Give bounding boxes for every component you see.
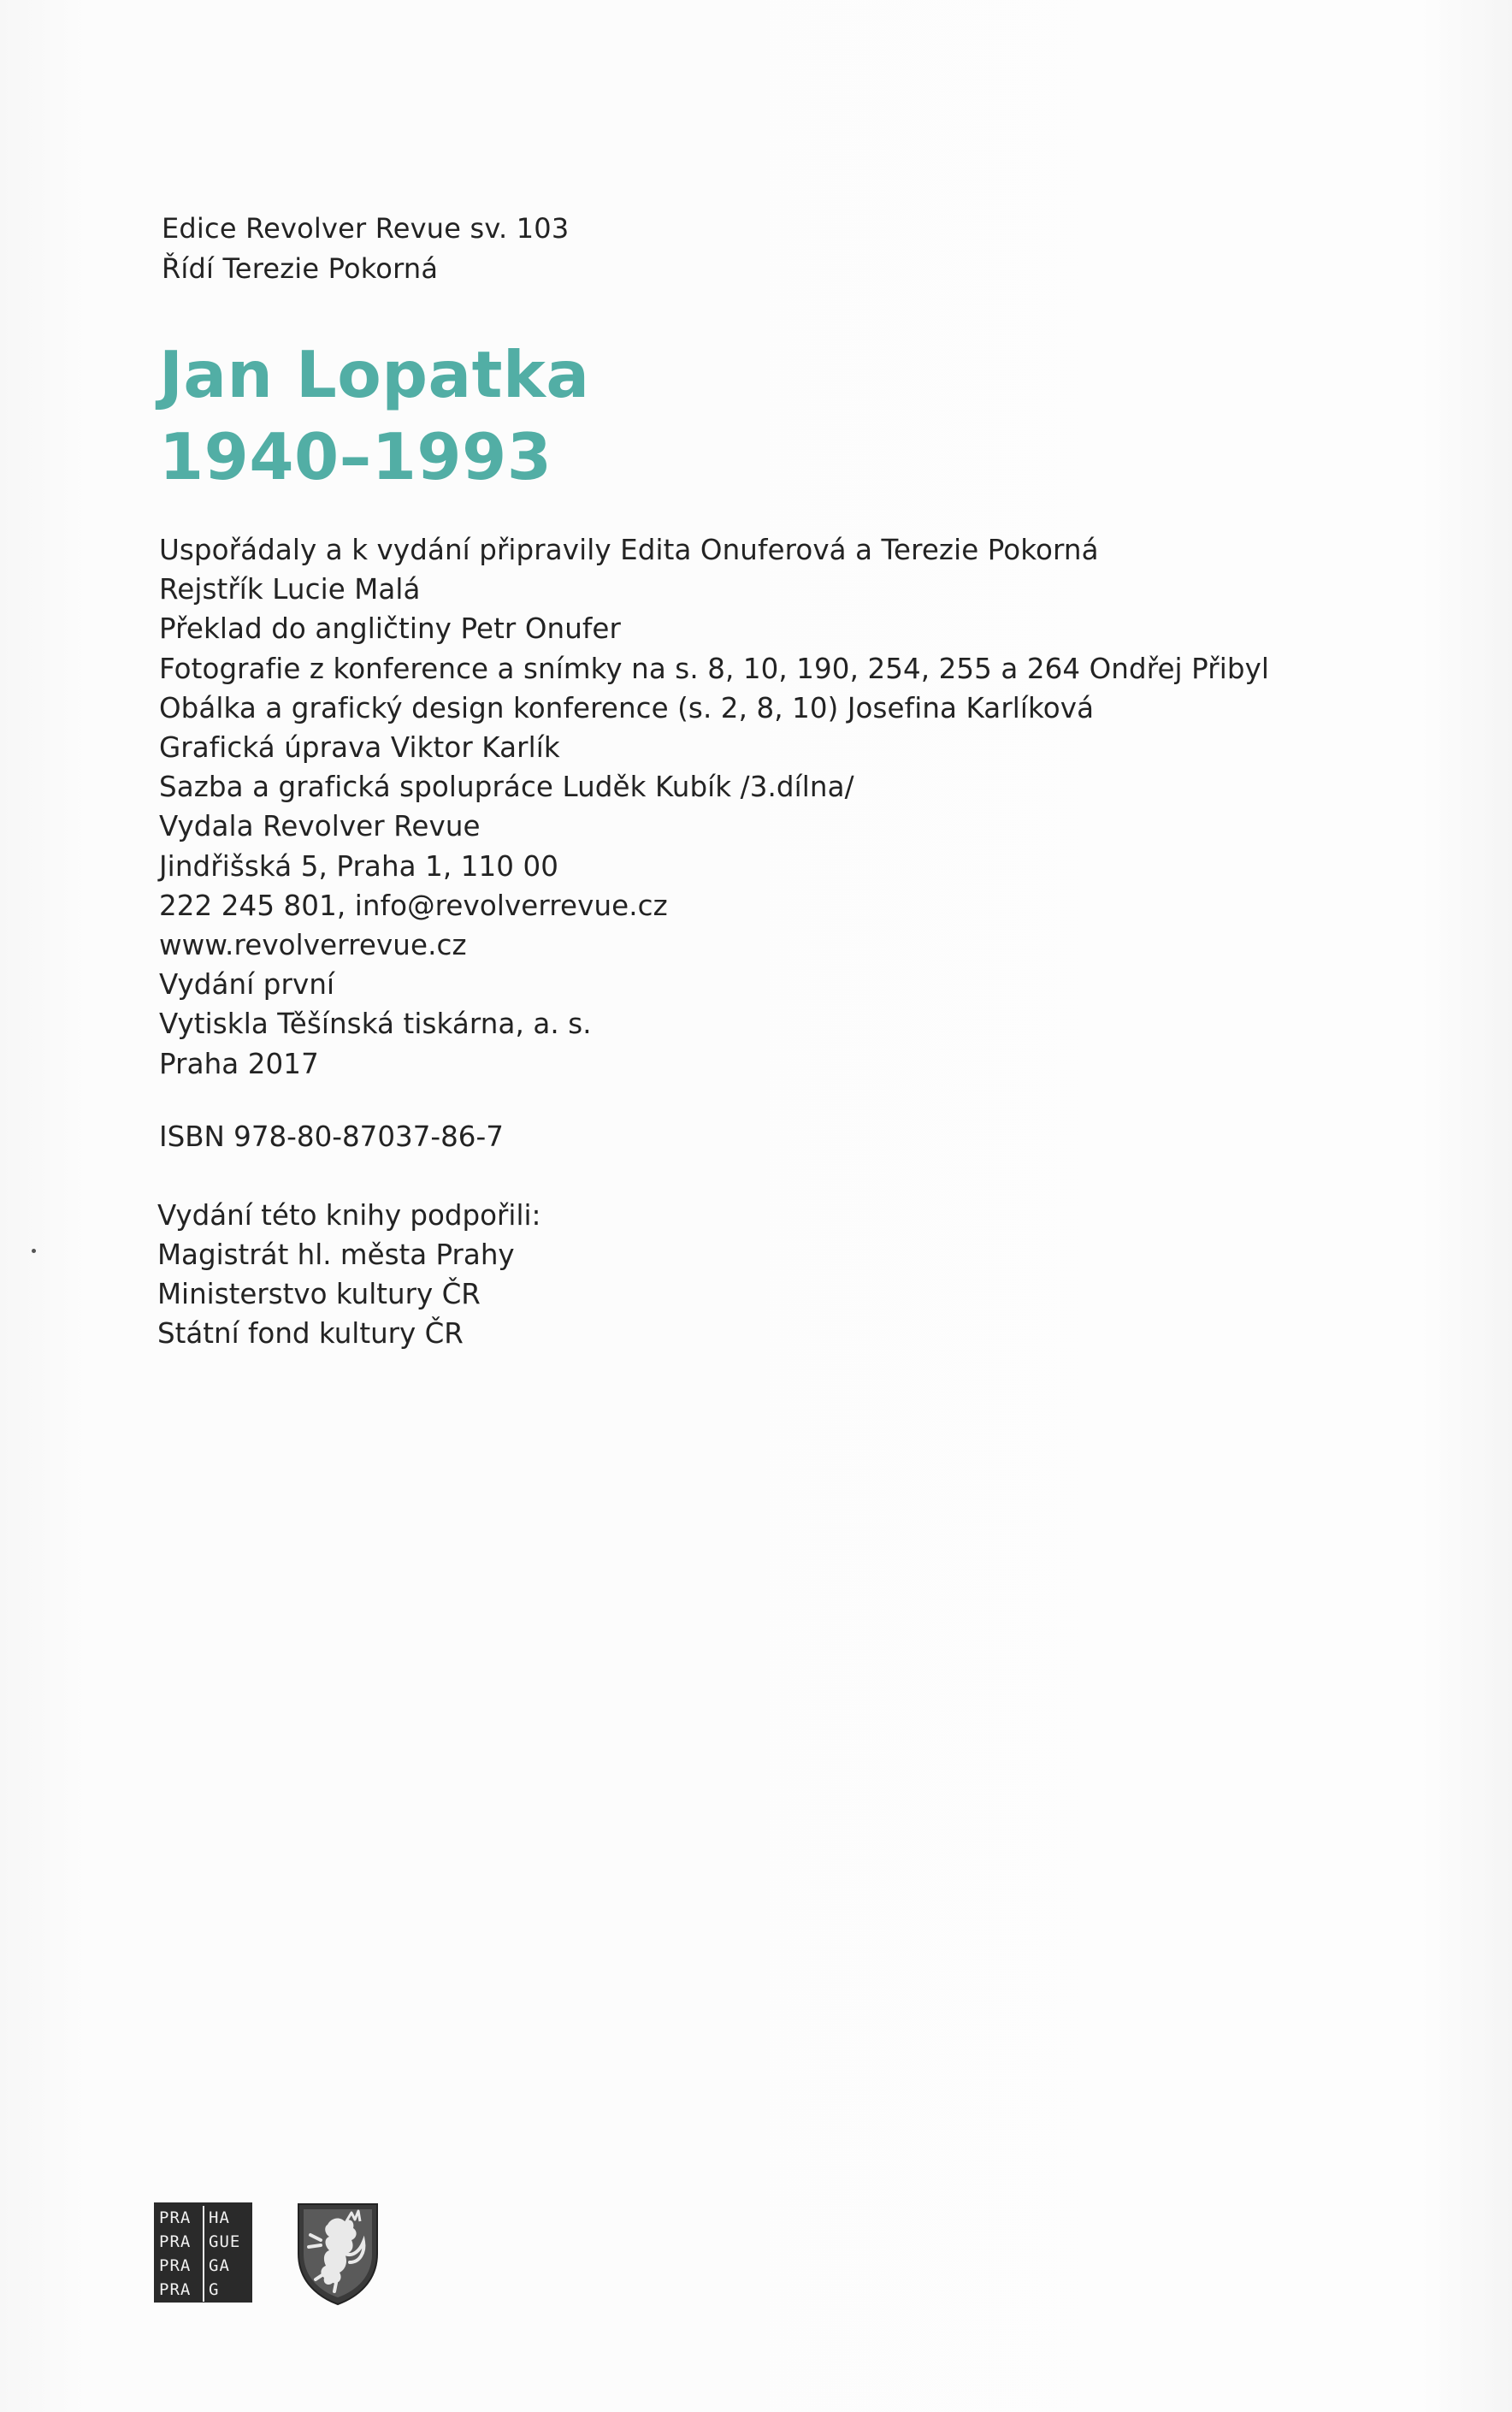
credit-line: Rejstřík Lucie Malá <box>159 573 421 606</box>
credit-line: Grafická úprava Viktor Karlík <box>159 731 560 765</box>
praha-logo-left: PRA <box>159 2254 204 2278</box>
print-speck <box>32 1249 36 1253</box>
credit-line: www.revolverrevue.cz <box>159 929 467 962</box>
praha-logo-row <box>159 2230 252 2254</box>
credit-line: Vytiskla Těšínská tiskárna, a. s. <box>159 1008 592 1041</box>
sponsor-line: Magistrát hl. města Prahy <box>157 1239 515 1271</box>
credit-line: 222 245 801, info@revolverrevue.cz <box>159 889 668 922</box>
credit-line: Vydala Revolver Revue <box>159 810 481 843</box>
praha-logo-left: PRA <box>159 2230 204 2254</box>
praha-logo-right: GA <box>209 2256 230 2275</box>
credit-line: Překlad do angličtiny Petr Onufer <box>159 612 621 646</box>
book-title <box>159 334 589 498</box>
book-title-name: Jan Lopatka <box>159 337 590 412</box>
credits-list <box>159 530 1269 1084</box>
praha-logo-row <box>159 2206 252 2230</box>
series-editor: Řídí Terezie Pokorná <box>162 252 439 285</box>
praha-logo <box>154 2202 252 2303</box>
series-info <box>162 209 569 289</box>
credit-line: Sazba a grafická spolupráce Luděk Kubík /3.dílna/ <box>159 771 854 804</box>
credit-line: Jindřišská 5, Praha 1, 110 00 <box>159 849 559 883</box>
credit-line: Vydání první <box>159 968 335 1002</box>
praha-logo-right: HA <box>209 2208 230 2227</box>
credit-line: Fotografie z konference a snímky na s. 8, 10, 190, 254, 255 a 264 Ondřej Přibyl <box>159 652 1270 685</box>
sponsor-line: Ministerstvo kultury ČR <box>157 1278 481 1310</box>
support-heading: Vydání této knihy podpořili: <box>157 1199 541 1232</box>
praha-logo-right: G <box>209 2280 220 2299</box>
series-name: Edice Revolver Revue sv. 103 <box>162 212 570 245</box>
praha-logo-left: PRA <box>159 2278 204 2302</box>
praha-logo-right: GUE <box>209 2232 241 2251</box>
credit-line: Obálka a grafický design konference (s. 2, 8, 10) Josefina Karlíková <box>159 691 1095 724</box>
praha-logo-left: PRA <box>159 2206 204 2230</box>
praha-logo-row <box>159 2254 252 2278</box>
sponsor-line: Státní fond kultury ČR <box>157 1317 464 1350</box>
isbn: ISBN 978-80-87037-86-7 <box>159 1120 504 1153</box>
credit-line: Praha 2017 <box>159 1047 319 1080</box>
book-title-years: 1940–1993 <box>159 419 552 494</box>
praha-logo-row <box>159 2278 252 2302</box>
prague-coat-of-arms-icon <box>295 2201 381 2308</box>
credit-line: Uspořádaly a k vydání připravily Edita Onuferová a Terezie Pokorná <box>159 534 1099 566</box>
support-section <box>157 1196 540 1353</box>
